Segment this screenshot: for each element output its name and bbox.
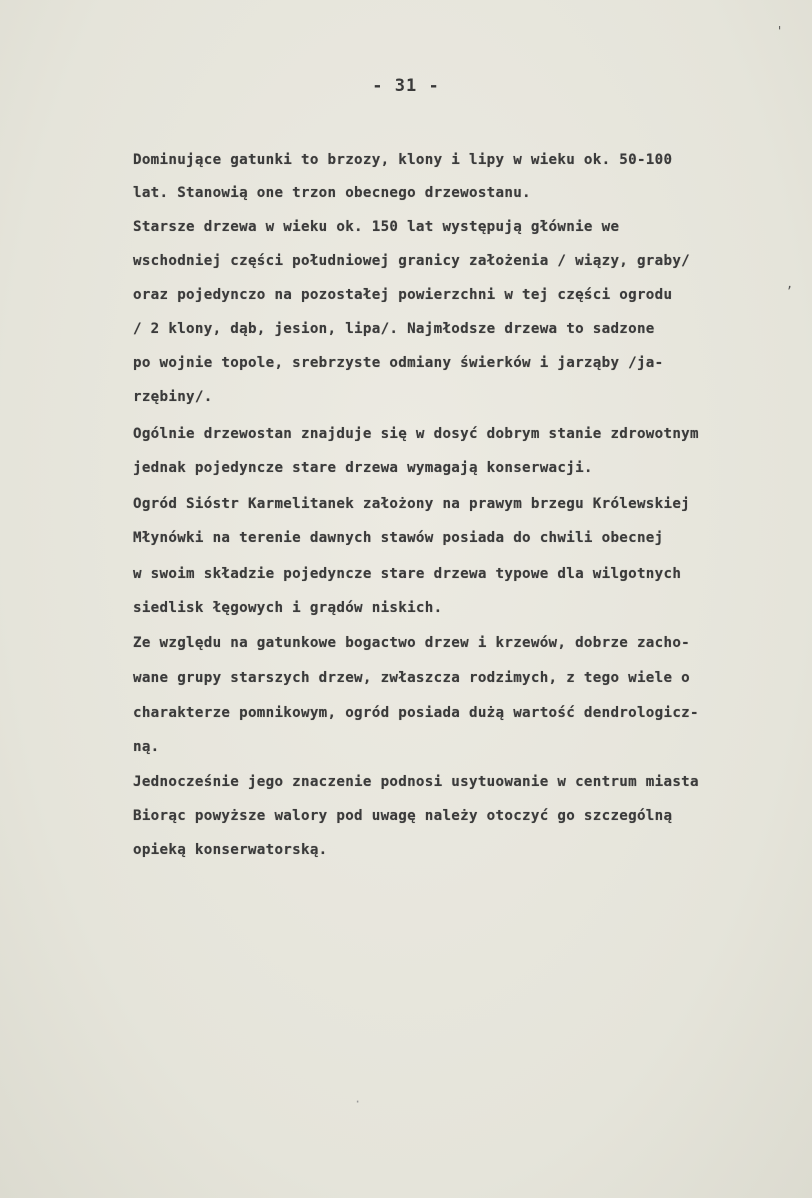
text-line-6: / 2 klony, dąb, jesion, lipa/. Najmłodsze drzewa to sadzone	[133, 321, 655, 337]
text-line-21: opieką konserwatorską.	[133, 842, 328, 858]
text-line-9: Ogólnie drzewostan znajduje się w dosyć dobrym stanie zdrowotnym	[133, 426, 699, 442]
text-line-17: charakterze pomnikowym, ogród posiada dużą wartość dendrologicz-	[133, 705, 699, 721]
scan-speck: ,	[786, 277, 794, 291]
text-line-10: jednak pojedyncze stare drzewa wymagają konserwacji.	[133, 460, 593, 476]
text-line-5: oraz pojedynczo na pozostałej powierzchni w tej części ogrodu	[133, 287, 673, 303]
scan-speck: ·	[354, 1095, 362, 1109]
text-line-8: rzębiny/.	[133, 389, 213, 405]
text-line-3: Starsze drzewa w wieku ok. 150 lat występują głównie we	[133, 219, 620, 235]
text-line-2: lat. Stanowią one trzon obecnego drzewostanu.	[133, 185, 531, 201]
text-line-1: Dominujące gatunki to brzozy, klony i lipy w wieku ok. 50-100	[133, 152, 673, 168]
text-line-18: ną.	[133, 739, 160, 755]
text-line-14: siedlisk łęgowych i grądów niskich.	[133, 600, 443, 616]
text-line-7: po wojnie topole, srebrzyste odmiany świerków i jarząby /ja-	[133, 355, 664, 371]
scan-speck: '	[776, 24, 784, 38]
text-line-11: Ogród Sióstr Karmelitanek założony na prawym brzegu Królewskiej	[133, 496, 691, 512]
text-line-12: Młynówki na terenie dawnych stawów posiada do chwili obecnej	[133, 530, 664, 546]
text-line-16: wane grupy starszych drzew, zwłaszcza rodzimych, z tego wiele o	[133, 670, 691, 686]
text-line-15: Ze względu na gatunkowe bogactwo drzew i krzewów, dobrze zacho-	[133, 635, 691, 651]
text-line-20: Biorąc powyższe walory pod uwagę należy otoczyć go szczególną	[133, 808, 673, 824]
text-line-13: w swoim składzie pojedyncze stare drzewa typowe dla wilgotnych	[133, 566, 682, 582]
text-line-19: Jednocześnie jego znaczenie podnosi usytuowanie w centrum miasta	[133, 774, 699, 790]
page-number: - 31 -	[372, 76, 440, 96]
text-line-4: wschodniej części południowej granicy założenia / wiązy, graby/	[133, 253, 691, 269]
